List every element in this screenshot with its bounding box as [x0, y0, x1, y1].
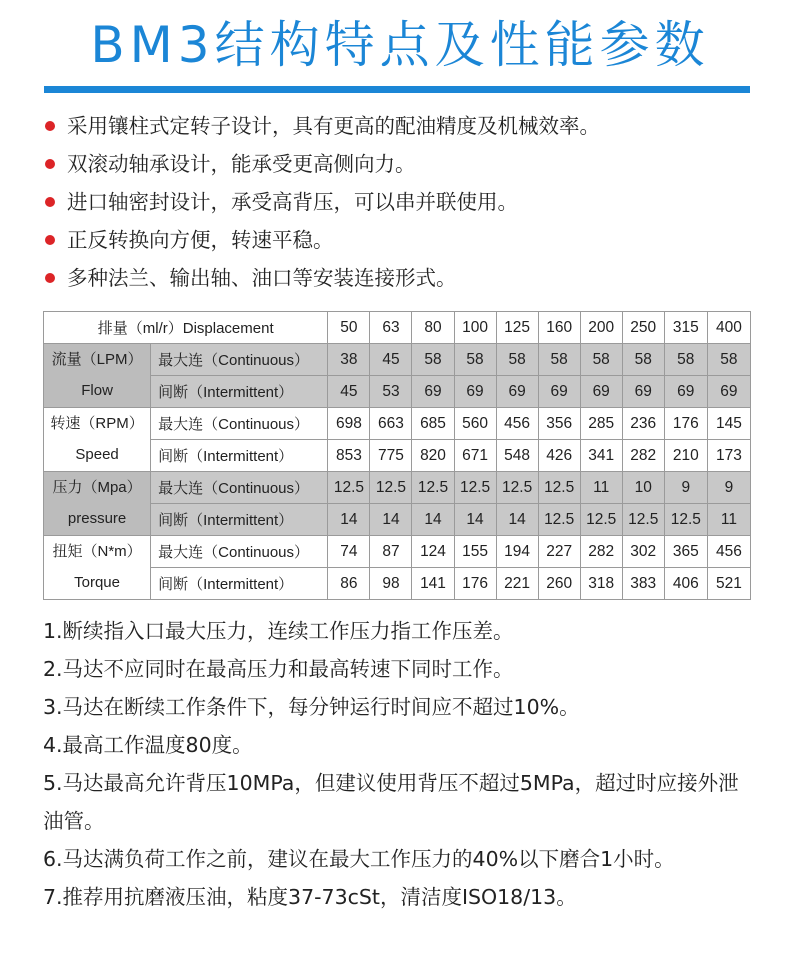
table-cell: 365: [664, 536, 707, 568]
table-cell: 548: [496, 440, 538, 472]
table-cell: 14: [496, 504, 538, 536]
table-cell: 12.5: [622, 504, 664, 536]
note-item: 3.马达在断续工作条件下，每分钟运行时间应不超过10%。: [43, 695, 580, 719]
table-cell: 671: [454, 440, 496, 472]
displacement-value: 200: [580, 312, 622, 344]
table-cell: 173: [707, 440, 750, 472]
table-cell: 58: [664, 344, 707, 376]
note-item: 4.最高工作温度80度。: [43, 733, 253, 757]
table-cell: 521: [707, 568, 750, 600]
table-cell: 14: [328, 504, 370, 536]
table-cell: 86: [328, 568, 370, 600]
feature-list: [40, 107, 760, 297]
table-cell: 69: [580, 376, 622, 408]
feature-item: [40, 107, 760, 145]
table-cell: 11: [580, 472, 622, 504]
page-title: BM3结构特点及性能参数: [90, 16, 710, 74]
group-label: [44, 408, 151, 472]
table-cell: 341: [580, 440, 622, 472]
group-label: [44, 536, 151, 600]
feature-item: [40, 145, 760, 183]
table-cell: 227: [538, 536, 580, 568]
table-cell: 45: [328, 376, 370, 408]
bullet-dot-icon: [45, 197, 55, 207]
table-cell: 663: [370, 408, 412, 440]
table-cell: 155: [454, 536, 496, 568]
table-cell: 69: [664, 376, 707, 408]
feature-text: 正反转换向方便，转速平稳。: [67, 228, 334, 252]
table-cell: 12.5: [370, 472, 412, 504]
row-label: 间断（Intermittent）: [151, 440, 328, 472]
table-cell: 145: [707, 408, 750, 440]
table-cell: 12.5: [538, 504, 580, 536]
table-cell: 11: [707, 504, 750, 536]
table-cell: 58: [454, 344, 496, 376]
table-cell: 318: [580, 568, 622, 600]
title-underline: [44, 86, 750, 93]
table-cell: 775: [370, 440, 412, 472]
table-cell: 820: [412, 440, 454, 472]
displacement-value: 250: [622, 312, 664, 344]
table-cell: 38: [328, 344, 370, 376]
table-cell: 58: [707, 344, 750, 376]
bullet-dot-icon: [45, 273, 55, 283]
table-cell: 194: [496, 536, 538, 568]
table-cell: 12.5: [454, 472, 496, 504]
table-cell: 302: [622, 536, 664, 568]
table-cell: 12.5: [412, 472, 454, 504]
table-cell: 383: [622, 568, 664, 600]
displacement-value: 80: [412, 312, 454, 344]
bullet-dot-icon: [45, 235, 55, 245]
table-cell: 87: [370, 536, 412, 568]
table-cell: 560: [454, 408, 496, 440]
feature-item: [40, 183, 760, 221]
group-label-en: Torque: [74, 574, 120, 591]
note-item: 5.马达最高允许背压10MPa，但建议使用背压不超过5MPa，超过时应接外泄油管。: [43, 771, 739, 833]
table-cell: 58: [412, 344, 454, 376]
group-label-en: Flow: [81, 382, 113, 399]
table-cell: 685: [412, 408, 454, 440]
feature-text: 进口轴密封设计，承受高背压，可以串并联使用。: [67, 190, 518, 214]
group-label-en: Speed: [75, 446, 119, 463]
group-label-cn: 转速（RPM）: [50, 415, 144, 432]
table-cell: 14: [454, 504, 496, 536]
notes-list: [43, 612, 758, 916]
table-cell: 69: [538, 376, 580, 408]
table-cell: 58: [538, 344, 580, 376]
feature-text: 多种法兰、输出轴、油口等安装连接形式。: [67, 266, 457, 290]
table-cell: 10: [622, 472, 664, 504]
table-cell: 9: [707, 472, 750, 504]
table-cell: 260: [538, 568, 580, 600]
group-label-en: pressure: [67, 510, 127, 527]
displacement-value: 50: [328, 312, 370, 344]
table-cell: 14: [370, 504, 412, 536]
table-row: [44, 472, 751, 504]
table-cell: 124: [412, 536, 454, 568]
group-label-cn: 压力（Mpa）: [52, 479, 142, 496]
table-cell: 12.5: [328, 472, 370, 504]
spec-table: [43, 311, 751, 600]
feature-text: 双滚动轴承设计，能承受更高侧向力。: [67, 152, 416, 176]
table-cell: 282: [580, 536, 622, 568]
table-row: [44, 536, 751, 568]
displacement-header: 排量（ml/r）Displacement: [44, 312, 328, 344]
table-cell: 53: [370, 376, 412, 408]
table-cell: 426: [538, 440, 580, 472]
table-cell: 406: [664, 568, 707, 600]
feature-item: [40, 221, 760, 259]
table-cell: 456: [707, 536, 750, 568]
table-cell: 58: [622, 344, 664, 376]
note-item: 7.推荐用抗磨液压油，粘度37-73cSt，清洁度ISO18/13。: [43, 885, 577, 909]
note-item: 1.断续指入口最大压力，连续工作压力指工作压差。: [43, 619, 514, 643]
row-label: 最大连（Continuous）: [151, 344, 328, 376]
table-cell: 456: [496, 408, 538, 440]
table-cell: 69: [412, 376, 454, 408]
displacement-value: 63: [370, 312, 412, 344]
table-cell: 221: [496, 568, 538, 600]
table-cell: 236: [622, 408, 664, 440]
table-cell: 69: [707, 376, 750, 408]
table-cell: 853: [328, 440, 370, 472]
table-cell: 69: [496, 376, 538, 408]
displacement-value: 315: [664, 312, 707, 344]
table-row: [44, 408, 751, 440]
table-cell: 45: [370, 344, 412, 376]
table-cell: 12.5: [538, 472, 580, 504]
table-cell: 74: [328, 536, 370, 568]
table-cell: 356: [538, 408, 580, 440]
displacement-value: 400: [707, 312, 750, 344]
table-cell: 58: [496, 344, 538, 376]
table-cell: 176: [454, 568, 496, 600]
table-cell: 58: [580, 344, 622, 376]
table-cell: 14: [412, 504, 454, 536]
table-cell: 176: [664, 408, 707, 440]
table-cell: 282: [622, 440, 664, 472]
table-cell: 285: [580, 408, 622, 440]
row-label: 间断（Intermittent）: [151, 376, 328, 408]
note-item: 2.马达不应同时在最高压力和最高转速下同时工作。: [43, 657, 514, 681]
feature-text: 采用镶柱式定转子设计，具有更高的配油精度及机械效率。: [67, 114, 600, 138]
table-cell: 141: [412, 568, 454, 600]
row-label: 最大连（Continuous）: [151, 536, 328, 568]
table-cell: 210: [664, 440, 707, 472]
bullet-dot-icon: [45, 159, 55, 169]
table-cell: 98: [370, 568, 412, 600]
table-header-row: [44, 312, 751, 344]
displacement-value: 100: [454, 312, 496, 344]
table-cell: 69: [454, 376, 496, 408]
row-label: 间断（Intermittent）: [151, 504, 328, 536]
table-cell: 12.5: [496, 472, 538, 504]
row-label: 间断（Intermittent）: [151, 568, 328, 600]
note-item: 6.马达满负荷工作之前，建议在最大工作压力的40%以下磨合1小时。: [43, 847, 675, 871]
displacement-value: 125: [496, 312, 538, 344]
row-label: 最大连（Continuous）: [151, 472, 328, 504]
table-cell: 9: [664, 472, 707, 504]
bullet-dot-icon: [45, 121, 55, 131]
group-label-cn: 流量（LPM）: [51, 351, 143, 368]
group-label: [44, 472, 151, 536]
table-cell: 12.5: [664, 504, 707, 536]
table-cell: 12.5: [580, 504, 622, 536]
table-cell: 69: [622, 376, 664, 408]
feature-item: [40, 259, 760, 297]
table-cell: 698: [328, 408, 370, 440]
group-label: [44, 344, 151, 408]
row-label: 最大连（Continuous）: [151, 408, 328, 440]
displacement-value: 160: [538, 312, 580, 344]
group-label-cn: 扭矩（N*m）: [52, 543, 142, 560]
table-row: [44, 344, 751, 376]
